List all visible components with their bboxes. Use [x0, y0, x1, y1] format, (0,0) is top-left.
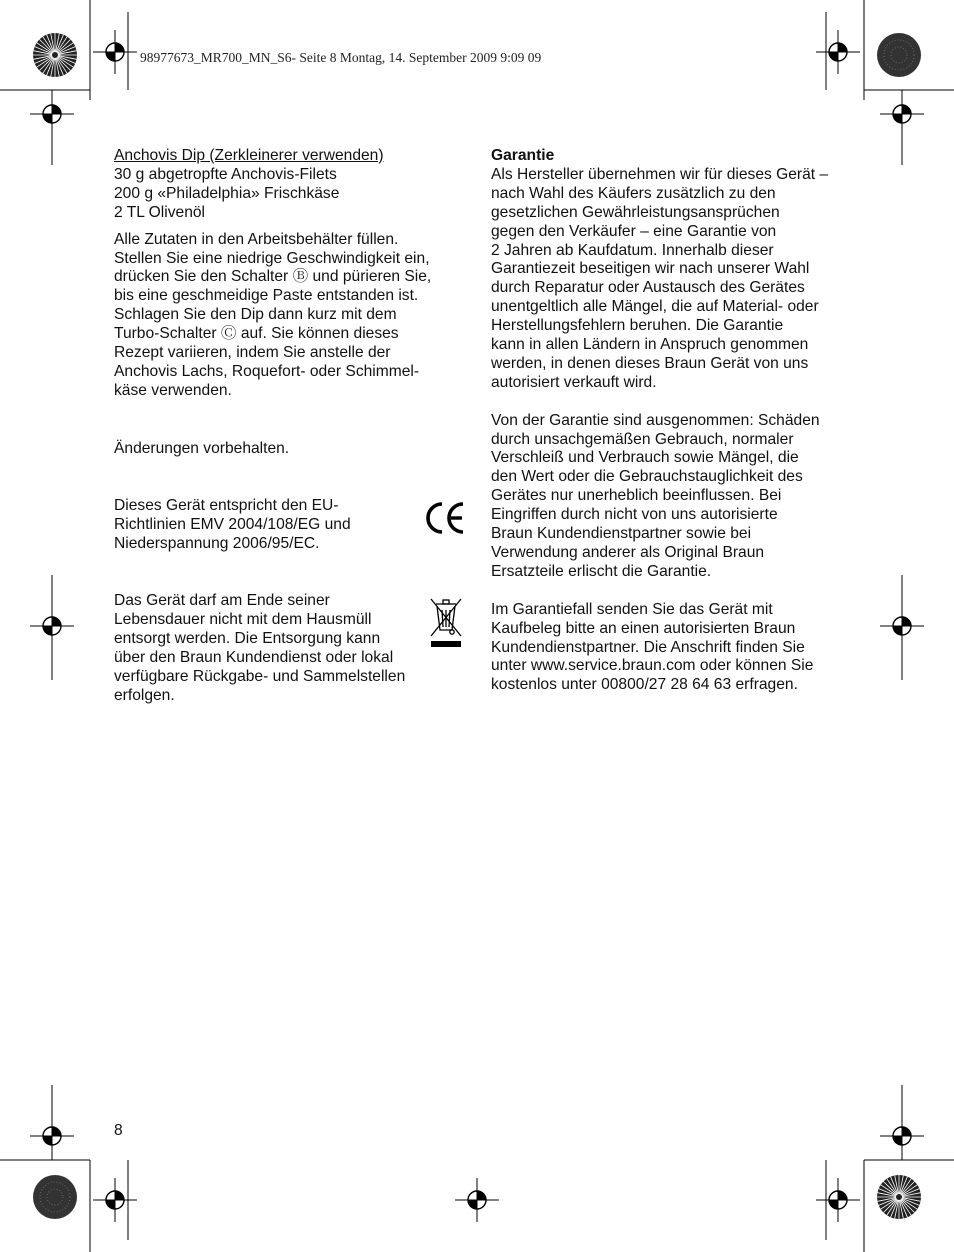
guarantee-line: autorisiert verkauft wird.: [491, 373, 657, 391]
ce-mark-icon: [424, 500, 466, 536]
disposal-line: Lebensdauer nicht mit dem Hausmüll: [114, 610, 372, 628]
instruction-line: Rezept variieren, indem Sie anstelle der: [114, 344, 391, 362]
page-number: 8: [114, 1122, 123, 1139]
guarantee-line: gesetzlichen Gewährleistungsansprüchen: [491, 203, 780, 221]
ce-line: Dieses Gerät entspricht den EU-: [114, 497, 339, 514]
guarantee-line: Eingriffen durch nicht von uns autorisierte: [491, 506, 778, 524]
recipe-title-note: (Zerkleinerer verwenden): [205, 147, 384, 164]
guarantee-line: Verschleiß und Verbrauch sowie Mängel, die: [491, 449, 799, 467]
instruction-line: Alle Zutaten in den Arbeitsbehälter füllen.: [114, 230, 399, 248]
guarantee-line: unter www.service.braun.com oder können Sie: [491, 657, 814, 675]
ce-line: Richtlinien EMV 2004/108/EG und: [114, 515, 351, 533]
guarantee-line: Von der Garantie sind ausgenommen: Schäden: [491, 411, 820, 429]
recipe-title: [114, 147, 464, 166]
guarantee-line: den Wert oder die Gebrauchstauglichkeit des: [491, 468, 803, 486]
ce-line: Niederspannung 2006/95/EC.: [114, 534, 320, 552]
disposal-line: über den Braun Kundendienst oder lokal: [114, 648, 394, 666]
guarantee-line: Kundendienstpartner. Die Anschrift finden Sie: [491, 638, 805, 656]
changes-notice-text: Änderungen vorbehalten.: [114, 440, 290, 457]
guarantee-line: kostenlos unter 00800/27 28 64 63 erfragen.: [491, 676, 798, 694]
guarantee-heading: Garantie: [491, 147, 555, 164]
disposal-line: entsorgt werden. Die Entsorgung kann: [114, 629, 381, 647]
instruction-line: Stellen Sie eine niedrige Geschwindigkeit ein,: [114, 249, 430, 267]
guarantee-line: 2 Jahren ab Kaufdatum. Innerhalb dieser: [491, 241, 774, 259]
recipe-instructions: [114, 231, 464, 401]
instruction-line: Schlagen Sie den Dip dann kurz mit dem: [114, 306, 397, 324]
disposal-line: erfolgen.: [114, 686, 175, 704]
instruction-line: Turbo-Schalter Ⓒ auf. Sie können dieses: [114, 325, 399, 343]
ingredient-item: 30 g abgetropfte Anchovis-Filets: [114, 165, 337, 183]
ingredient-item: 2 TL Olivenöl: [114, 203, 206, 221]
guarantee-line: Verwendung anderer als Original Braun: [491, 544, 765, 562]
guarantee-line: Ersatzteile erlischt die Garantie.: [491, 562, 712, 580]
guarantee-line: unentgeltlich alle Mängel, die auf Material- oder: [491, 298, 819, 316]
guarantee-line: durch unsachgemäßen Gebrauch, normaler: [491, 430, 794, 448]
ingredient-item: 200 g «Philadelphia» Frischkäse: [114, 184, 340, 202]
guarantee-line: gegen den Verkäufer – eine Garantie von: [491, 222, 777, 240]
disposal-line: Das Gerät darf am Ende seiner: [114, 592, 330, 609]
guarantee-line: kann in allen Ländern in Anspruch genommen: [491, 336, 809, 354]
instruction-line: drücken Sie den Schalter Ⓑ und pürieren Sie,: [114, 268, 432, 286]
ce-conformity-text: [114, 497, 434, 554]
instruction-line: bis eine geschmeidige Paste entstanden ist.: [114, 287, 419, 305]
guarantee-line: Gerätes nur unerheblich beeinflussen. Bei: [491, 487, 782, 505]
guarantee-line: Garantiezeit beseitigen wir nach unserer Wahl: [491, 260, 810, 278]
disposal-text: [114, 592, 444, 705]
guarantee-paragraph-2: [491, 412, 841, 582]
guarantee-line: Braun Kundendienstpartner sowie bei: [491, 525, 752, 543]
instruction-line: käse verwenden.: [114, 381, 232, 399]
guarantee-line: nach Wahl des Käufers zusätzlich zu den: [491, 184, 776, 202]
guarantee-line: Im Garantiefall senden Sie das Gerät mit: [491, 600, 773, 618]
guarantee-paragraph-1: [491, 166, 841, 393]
guarantee-paragraph-3: [491, 601, 841, 696]
print-info-header: 98977673_MR700_MN_S6- Seite 8 Montag, 14. September 2009 9:09 09: [140, 50, 542, 65]
guarantee-line: Kaufbeleg bitte an einen autorisierten Braun: [491, 619, 796, 637]
crossed-bin-icon: [428, 596, 464, 650]
guarantee-line: werden, in denen dieses Braun Gerät von uns: [491, 354, 809, 372]
guarantee-line: Herstellungsfehlern beruhen. Die Garantie: [491, 317, 784, 335]
instruction-line: Anchovis Lachs, Roquefort- oder Schimmel-: [114, 362, 420, 380]
recipe-title-main: Anchovis Dip: [114, 147, 206, 164]
changes-notice: [114, 440, 434, 459]
guarantee-line: durch Reparatur oder Austausch des Gerätes: [491, 279, 805, 297]
left-column: [114, 147, 464, 401]
guarantee-line: Als Hersteller übernehmen wir für dieses Gerät –: [491, 165, 829, 183]
right-column: [491, 147, 841, 695]
disposal-line: verfügbare Rückgabe- und Sammelstellen: [114, 667, 406, 685]
